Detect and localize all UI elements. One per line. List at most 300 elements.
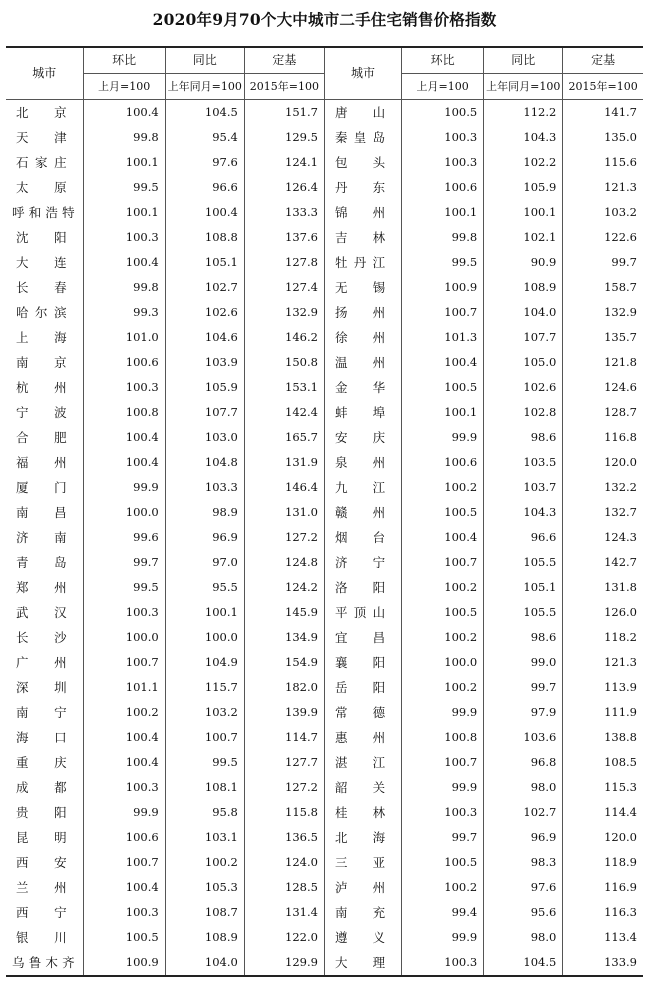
base-value-left: 151.7 xyxy=(244,100,324,126)
table-row xyxy=(6,250,643,275)
city-name-right: 金 华 xyxy=(324,375,401,400)
yoy-value-right: 98.6 xyxy=(484,625,563,650)
yoy-value-left: 102.6 xyxy=(165,300,244,325)
table-row xyxy=(6,650,643,675)
base-value-left: 131.4 xyxy=(244,900,324,925)
base-value-right: 141.7 xyxy=(563,100,643,126)
table-row xyxy=(6,750,643,775)
base-value-left: 146.4 xyxy=(244,475,324,500)
city-name-right: 烟 台 xyxy=(324,525,401,550)
base-value-left: 114.7 xyxy=(244,725,324,750)
city-name-left: 兰 州 xyxy=(16,880,67,895)
yoy-value-right: 100.1 xyxy=(484,200,563,225)
yoy-value-right: 105.5 xyxy=(484,550,563,575)
base-value-left: 124.0 xyxy=(244,850,324,875)
mom-value-right: 100.5 xyxy=(402,600,484,625)
city-name-left: 青 岛 xyxy=(16,555,67,570)
yoy-value-left: 96.6 xyxy=(165,175,244,200)
mom-value-right: 100.5 xyxy=(402,375,484,400)
yoy-value-right: 104.3 xyxy=(484,500,563,525)
table-row xyxy=(6,825,643,850)
table-row xyxy=(6,550,643,575)
yoy-value-left: 95.4 xyxy=(165,125,244,150)
base-value-left: 115.8 xyxy=(244,800,324,825)
base-value-left: 129.9 xyxy=(244,950,324,976)
table-row xyxy=(6,575,643,600)
table-row xyxy=(6,300,643,325)
yoy-header-left: 同比 xyxy=(165,47,244,74)
city-name-right: 湛 江 xyxy=(324,750,401,775)
city-name-left: 石家庄 xyxy=(16,155,67,170)
city-name-left: 天 津 xyxy=(16,130,67,145)
table-row xyxy=(6,875,643,900)
table-row xyxy=(6,150,643,175)
base-value-right: 142.7 xyxy=(563,550,643,575)
table-row xyxy=(6,775,643,800)
city-name-left: 杭 州 xyxy=(16,380,67,395)
table-row xyxy=(6,525,643,550)
city-name-left: 南 昌 xyxy=(16,505,67,520)
city-name-right: 九 江 xyxy=(324,475,401,500)
city-name-right: 赣 州 xyxy=(324,500,401,525)
city-name-right: 蚌 埠 xyxy=(324,400,401,425)
yoy-value-left: 103.1 xyxy=(165,825,244,850)
base-value-left: 127.4 xyxy=(244,275,324,300)
table-row xyxy=(6,275,643,300)
yoy-value-left: 105.1 xyxy=(165,250,244,275)
city-name-left: 长 春 xyxy=(16,280,67,295)
mom-header-right: 环比 xyxy=(402,47,484,74)
city-name-right: 安 庆 xyxy=(324,425,401,450)
base-value-right: 103.2 xyxy=(563,200,643,225)
base-value-left: 137.6 xyxy=(244,225,324,250)
yoy-value-left: 103.9 xyxy=(165,350,244,375)
table-row xyxy=(6,225,643,250)
base-value-left: 124.2 xyxy=(244,575,324,600)
base-value-left: 142.4 xyxy=(244,400,324,425)
city-name-left: 上 海 xyxy=(16,330,67,345)
base-value-right: 113.4 xyxy=(563,925,643,950)
city-name-right: 泸 州 xyxy=(324,875,401,900)
yoy-value-right: 99.7 xyxy=(484,675,563,700)
yoy-value-right: 96.9 xyxy=(484,825,563,850)
mom-value-left: 100.2 xyxy=(83,700,165,725)
yoy-value-right: 112.2 xyxy=(484,100,563,126)
mom-value-left: 100.3 xyxy=(83,900,165,925)
table-body xyxy=(6,100,643,977)
mom-value-left: 100.4 xyxy=(83,100,165,126)
yoy-value-left: 104.8 xyxy=(165,450,244,475)
base-value-left: 150.8 xyxy=(244,350,324,375)
yoy-value-right: 99.0 xyxy=(484,650,563,675)
base-value-left: 154.9 xyxy=(244,650,324,675)
mom-value-right: 100.3 xyxy=(402,150,484,175)
base-value-right: 121.3 xyxy=(563,650,643,675)
city-name-left: 贵 阳 xyxy=(16,805,67,820)
mom-value-left: 99.9 xyxy=(83,475,165,500)
yoy-value-left: 100.7 xyxy=(165,725,244,750)
mom-value-right: 100.7 xyxy=(402,750,484,775)
mom-value-left: 101.0 xyxy=(83,325,165,350)
city-name-left: 重 庆 xyxy=(16,755,67,770)
mom-value-left: 100.7 xyxy=(83,850,165,875)
base-value-right: 132.9 xyxy=(563,300,643,325)
city-name-left: 合 肥 xyxy=(16,430,67,445)
yoy-value-right: 108.9 xyxy=(484,275,563,300)
yoy-value-right: 103.7 xyxy=(484,475,563,500)
yoy-value-left: 100.1 xyxy=(165,600,244,625)
yoy-value-right: 98.3 xyxy=(484,850,563,875)
yoy-value-right: 102.1 xyxy=(484,225,563,250)
yoy-value-left: 98.9 xyxy=(165,500,244,525)
city-name-left: 西 宁 xyxy=(16,905,67,920)
mom-value-right: 99.4 xyxy=(402,900,484,925)
yoy-value-left: 103.0 xyxy=(165,425,244,450)
table-row xyxy=(6,325,643,350)
yoy-value-left: 115.7 xyxy=(165,675,244,700)
city-name-right: 吉 林 xyxy=(324,225,401,250)
base-value-left: 165.7 xyxy=(244,425,324,450)
mom-value-right: 100.9 xyxy=(402,275,484,300)
table-row xyxy=(6,925,643,950)
base-value-right: 158.7 xyxy=(563,275,643,300)
city-name-right: 平顶山 xyxy=(324,600,401,625)
city-name-left: 太 原 xyxy=(16,180,67,195)
table-row xyxy=(6,950,643,976)
base-value-right: 124.3 xyxy=(563,525,643,550)
city-name-right: 岳 阳 xyxy=(324,675,401,700)
table-row xyxy=(6,500,643,525)
base-value-right: 132.7 xyxy=(563,500,643,525)
base-value-left: 126.4 xyxy=(244,175,324,200)
city-name-right: 襄 阳 xyxy=(324,650,401,675)
base-value-left: 182.0 xyxy=(244,675,324,700)
yoy-value-left: 105.9 xyxy=(165,375,244,400)
city-name-right: 北 海 xyxy=(324,825,401,850)
base-value-right: 124.6 xyxy=(563,375,643,400)
yoy-value-left: 100.0 xyxy=(165,625,244,650)
yoy-value-right: 105.1 xyxy=(484,575,563,600)
city-name-left: 北 京 xyxy=(16,105,67,120)
mom-value-left: 99.6 xyxy=(83,525,165,550)
base-value-right: 115.3 xyxy=(563,775,643,800)
mom-value-right: 99.9 xyxy=(402,925,484,950)
mom-value-right: 100.4 xyxy=(402,525,484,550)
city-name-left: 成 都 xyxy=(16,780,67,795)
base-value-right: 118.9 xyxy=(563,850,643,875)
base-value-right: 120.0 xyxy=(563,825,643,850)
city-name-left: 南 京 xyxy=(16,355,67,370)
yoy-value-left: 104.5 xyxy=(165,100,244,126)
base-value-right: 114.4 xyxy=(563,800,643,825)
yoy-value-right: 105.5 xyxy=(484,600,563,625)
yoy-value-right: 96.8 xyxy=(484,750,563,775)
yoy-value-left: 108.9 xyxy=(165,925,244,950)
mom-value-left: 99.5 xyxy=(83,175,165,200)
base-value-left: 133.3 xyxy=(244,200,324,225)
yoy-value-left: 108.8 xyxy=(165,225,244,250)
yoy-value-left: 108.7 xyxy=(165,900,244,925)
base-value-right: 132.2 xyxy=(563,475,643,500)
base-value-right: 118.2 xyxy=(563,625,643,650)
yoy-value-left: 96.9 xyxy=(165,525,244,550)
yoy-value-right: 102.7 xyxy=(484,800,563,825)
mom-value-left: 99.3 xyxy=(83,300,165,325)
yoy-value-left: 104.9 xyxy=(165,650,244,675)
yoy-value-right: 104.3 xyxy=(484,125,563,150)
mom-value-right: 100.8 xyxy=(402,725,484,750)
mom-value-left: 100.6 xyxy=(83,350,165,375)
base-value-left: 134.9 xyxy=(244,625,324,650)
table-row xyxy=(6,700,643,725)
yoy-value-left: 103.3 xyxy=(165,475,244,500)
yoy-value-left: 104.0 xyxy=(165,950,244,976)
mom-header-left: 环比 xyxy=(83,47,165,74)
city-name-right: 泉 州 xyxy=(324,450,401,475)
yoy-value-left: 105.3 xyxy=(165,875,244,900)
base-value-right: 121.3 xyxy=(563,175,643,200)
mom-value-right: 99.7 xyxy=(402,825,484,850)
mom-value-right: 100.2 xyxy=(402,675,484,700)
mom-value-left: 99.7 xyxy=(83,550,165,575)
base-value-left: 145.9 xyxy=(244,600,324,625)
mom-value-left: 100.0 xyxy=(83,500,165,525)
city-name-right: 桂 林 xyxy=(324,800,401,825)
mom-value-right: 100.0 xyxy=(402,650,484,675)
base-value-left: 131.9 xyxy=(244,450,324,475)
mom-value-right: 100.3 xyxy=(402,950,484,976)
mom-value-left: 101.1 xyxy=(83,675,165,700)
city-name-left: 福 州 xyxy=(16,455,67,470)
yoy-value-left: 108.1 xyxy=(165,775,244,800)
yoy-value-right: 97.6 xyxy=(484,875,563,900)
city-name-left: 沈 阳 xyxy=(16,230,67,245)
mom-value-left: 100.7 xyxy=(83,650,165,675)
base-value-left: 128.5 xyxy=(244,875,324,900)
mom-value-right: 100.1 xyxy=(402,200,484,225)
yoy-value-right: 90.9 xyxy=(484,250,563,275)
city-name-left: 西 安 xyxy=(16,855,67,870)
city-name-left: 哈尔滨 xyxy=(16,305,67,320)
base-value-left: 124.1 xyxy=(244,150,324,175)
mom-value-left: 100.1 xyxy=(83,200,165,225)
table-row xyxy=(6,725,643,750)
city-name-right: 济 宁 xyxy=(324,550,401,575)
mom-value-right: 99.5 xyxy=(402,250,484,275)
mom-value-right: 100.2 xyxy=(402,875,484,900)
base-value-right: 116.9 xyxy=(563,875,643,900)
city-name-left: 厦 门 xyxy=(16,480,67,495)
base-value-right: 138.8 xyxy=(563,725,643,750)
city-name-right: 锦 州 xyxy=(324,200,401,225)
table-row xyxy=(6,100,643,126)
yoy-value-left: 97.6 xyxy=(165,150,244,175)
city-name-right: 南 充 xyxy=(324,900,401,925)
mom-value-left: 100.3 xyxy=(83,375,165,400)
city-name-left: 银 川 xyxy=(16,930,67,945)
city-name-left: 乌鲁木齐 xyxy=(6,950,83,976)
table-row xyxy=(6,350,643,375)
city-name-left: 宁 波 xyxy=(16,405,67,420)
yoy-value-left: 95.5 xyxy=(165,575,244,600)
yoy-header-right: 同比 xyxy=(484,47,563,74)
city-name-right: 洛 阳 xyxy=(324,575,401,600)
table-row xyxy=(6,400,643,425)
price-index-table xyxy=(6,46,643,977)
mom-value-left: 100.4 xyxy=(83,725,165,750)
mom-value-right: 100.3 xyxy=(402,125,484,150)
yoy-value-right: 103.5 xyxy=(484,450,563,475)
table-row xyxy=(6,425,643,450)
mom-value-left: 100.3 xyxy=(83,225,165,250)
mom-value-left: 100.4 xyxy=(83,875,165,900)
yoy-value-right: 102.6 xyxy=(484,375,563,400)
yoy-value-right: 102.2 xyxy=(484,150,563,175)
city-name-right: 大 理 xyxy=(324,950,401,976)
city-name-left: 昆 明 xyxy=(16,830,67,845)
base-value-right: 133.9 xyxy=(563,950,643,976)
mom-value-right: 100.7 xyxy=(402,300,484,325)
yoy-value-left: 95.8 xyxy=(165,800,244,825)
mom-value-right: 100.2 xyxy=(402,475,484,500)
base-value-left: 139.9 xyxy=(244,700,324,725)
mom-value-right: 100.5 xyxy=(402,100,484,126)
table-row xyxy=(6,800,643,825)
base-value-left: 136.5 xyxy=(244,825,324,850)
yoy-value-left: 102.7 xyxy=(165,275,244,300)
city-name-right: 牡丹江 xyxy=(324,250,401,275)
base-value-right: 131.8 xyxy=(563,575,643,600)
mom-value-right: 99.9 xyxy=(402,700,484,725)
base-value-right: 122.6 xyxy=(563,225,643,250)
city-name-right: 无 锡 xyxy=(324,275,401,300)
mom-value-left: 100.0 xyxy=(83,625,165,650)
city-name-right: 遵 义 xyxy=(324,925,401,950)
mom-value-left: 100.8 xyxy=(83,400,165,425)
table-row xyxy=(6,625,643,650)
mom-value-right: 100.5 xyxy=(402,850,484,875)
mom-value-right: 99.8 xyxy=(402,225,484,250)
mom-value-left: 100.5 xyxy=(83,925,165,950)
base-subheader-left: 2015年=100 xyxy=(244,74,324,100)
city-name-right: 韶 关 xyxy=(324,775,401,800)
yoy-value-left: 100.2 xyxy=(165,850,244,875)
city-name-right: 唐 山 xyxy=(324,100,401,126)
city-name-right: 包 头 xyxy=(324,150,401,175)
city-name-left: 大 连 xyxy=(16,255,67,270)
yoy-value-right: 102.8 xyxy=(484,400,563,425)
yoy-value-right: 96.6 xyxy=(484,525,563,550)
table-row xyxy=(6,675,643,700)
city-name-right: 秦皇岛 xyxy=(324,125,401,150)
base-value-left: 129.5 xyxy=(244,125,324,150)
yoy-value-left: 99.5 xyxy=(165,750,244,775)
city-name-left: 武 汉 xyxy=(16,605,67,620)
table-title: 2020年9月70个大中城市二手住宅销售价格指数 xyxy=(152,10,497,29)
city-name-right: 扬 州 xyxy=(324,300,401,325)
base-value-right: 108.5 xyxy=(563,750,643,775)
city-name-right: 惠 州 xyxy=(324,725,401,750)
yoy-subheader-right: 上年同月=100 xyxy=(484,74,563,100)
city-name-left: 济 南 xyxy=(16,530,67,545)
yoy-value-right: 104.5 xyxy=(484,950,563,976)
base-value-right: 128.7 xyxy=(563,400,643,425)
mom-value-right: 100.2 xyxy=(402,625,484,650)
city-name-right: 温 州 xyxy=(324,350,401,375)
city-name-left: 呼和浩特 xyxy=(12,205,75,220)
city-name-left: 南 宁 xyxy=(16,705,67,720)
base-subheader-right: 2015年=100 xyxy=(563,74,643,100)
yoy-value-right: 97.9 xyxy=(484,700,563,725)
base-value-left: 127.7 xyxy=(244,750,324,775)
mom-value-left: 99.5 xyxy=(83,575,165,600)
city-header-right: 城市 xyxy=(324,47,401,100)
mom-value-left: 100.4 xyxy=(83,450,165,475)
city-name-left: 广 州 xyxy=(16,655,67,670)
mom-value-left: 100.4 xyxy=(83,425,165,450)
mom-value-right: 99.9 xyxy=(402,425,484,450)
yoy-value-right: 104.0 xyxy=(484,300,563,325)
mom-value-left: 100.6 xyxy=(83,825,165,850)
base-value-left: 124.8 xyxy=(244,550,324,575)
base-value-right: 113.9 xyxy=(563,675,643,700)
base-value-left: 127.2 xyxy=(244,525,324,550)
base-value-right: 99.7 xyxy=(563,250,643,275)
city-name-right: 宜 昌 xyxy=(324,625,401,650)
mom-subheader-left: 上月=100 xyxy=(83,74,165,100)
base-value-right: 111.9 xyxy=(563,700,643,725)
mom-value-left: 99.9 xyxy=(83,800,165,825)
base-value-right: 116.8 xyxy=(563,425,643,450)
yoy-value-left: 97.0 xyxy=(165,550,244,575)
base-value-right: 135.0 xyxy=(563,125,643,150)
base-header-right: 定基 xyxy=(563,47,643,74)
table-row xyxy=(6,850,643,875)
mom-value-right: 100.7 xyxy=(402,550,484,575)
mom-value-left: 100.4 xyxy=(83,750,165,775)
base-value-right: 135.7 xyxy=(563,325,643,350)
mom-subheader-right: 上月=100 xyxy=(402,74,484,100)
base-value-right: 126.0 xyxy=(563,600,643,625)
base-value-left: 127.8 xyxy=(244,250,324,275)
table-row xyxy=(6,900,643,925)
base-value-left: 132.9 xyxy=(244,300,324,325)
yoy-value-right: 98.6 xyxy=(484,425,563,450)
yoy-value-right: 103.6 xyxy=(484,725,563,750)
base-value-right: 115.6 xyxy=(563,150,643,175)
mom-value-right: 100.6 xyxy=(402,450,484,475)
base-value-left: 146.2 xyxy=(244,325,324,350)
base-value-right: 121.8 xyxy=(563,350,643,375)
mom-value-left: 100.1 xyxy=(83,150,165,175)
city-name-left: 郑 州 xyxy=(16,580,67,595)
city-name-right: 三 亚 xyxy=(324,850,401,875)
yoy-value-right: 105.9 xyxy=(484,175,563,200)
mom-value-right: 100.4 xyxy=(402,350,484,375)
yoy-value-right: 95.6 xyxy=(484,900,563,925)
yoy-value-right: 98.0 xyxy=(484,775,563,800)
yoy-value-left: 100.4 xyxy=(165,200,244,225)
yoy-value-left: 104.6 xyxy=(165,325,244,350)
yoy-value-right: 105.0 xyxy=(484,350,563,375)
city-name-left: 海 口 xyxy=(16,730,67,745)
base-value-left: 131.0 xyxy=(244,500,324,525)
mom-value-right: 100.1 xyxy=(402,400,484,425)
city-header-left: 城市 xyxy=(6,47,83,100)
mom-value-left: 100.4 xyxy=(83,250,165,275)
mom-value-right: 100.6 xyxy=(402,175,484,200)
mom-value-right: 101.3 xyxy=(402,325,484,350)
